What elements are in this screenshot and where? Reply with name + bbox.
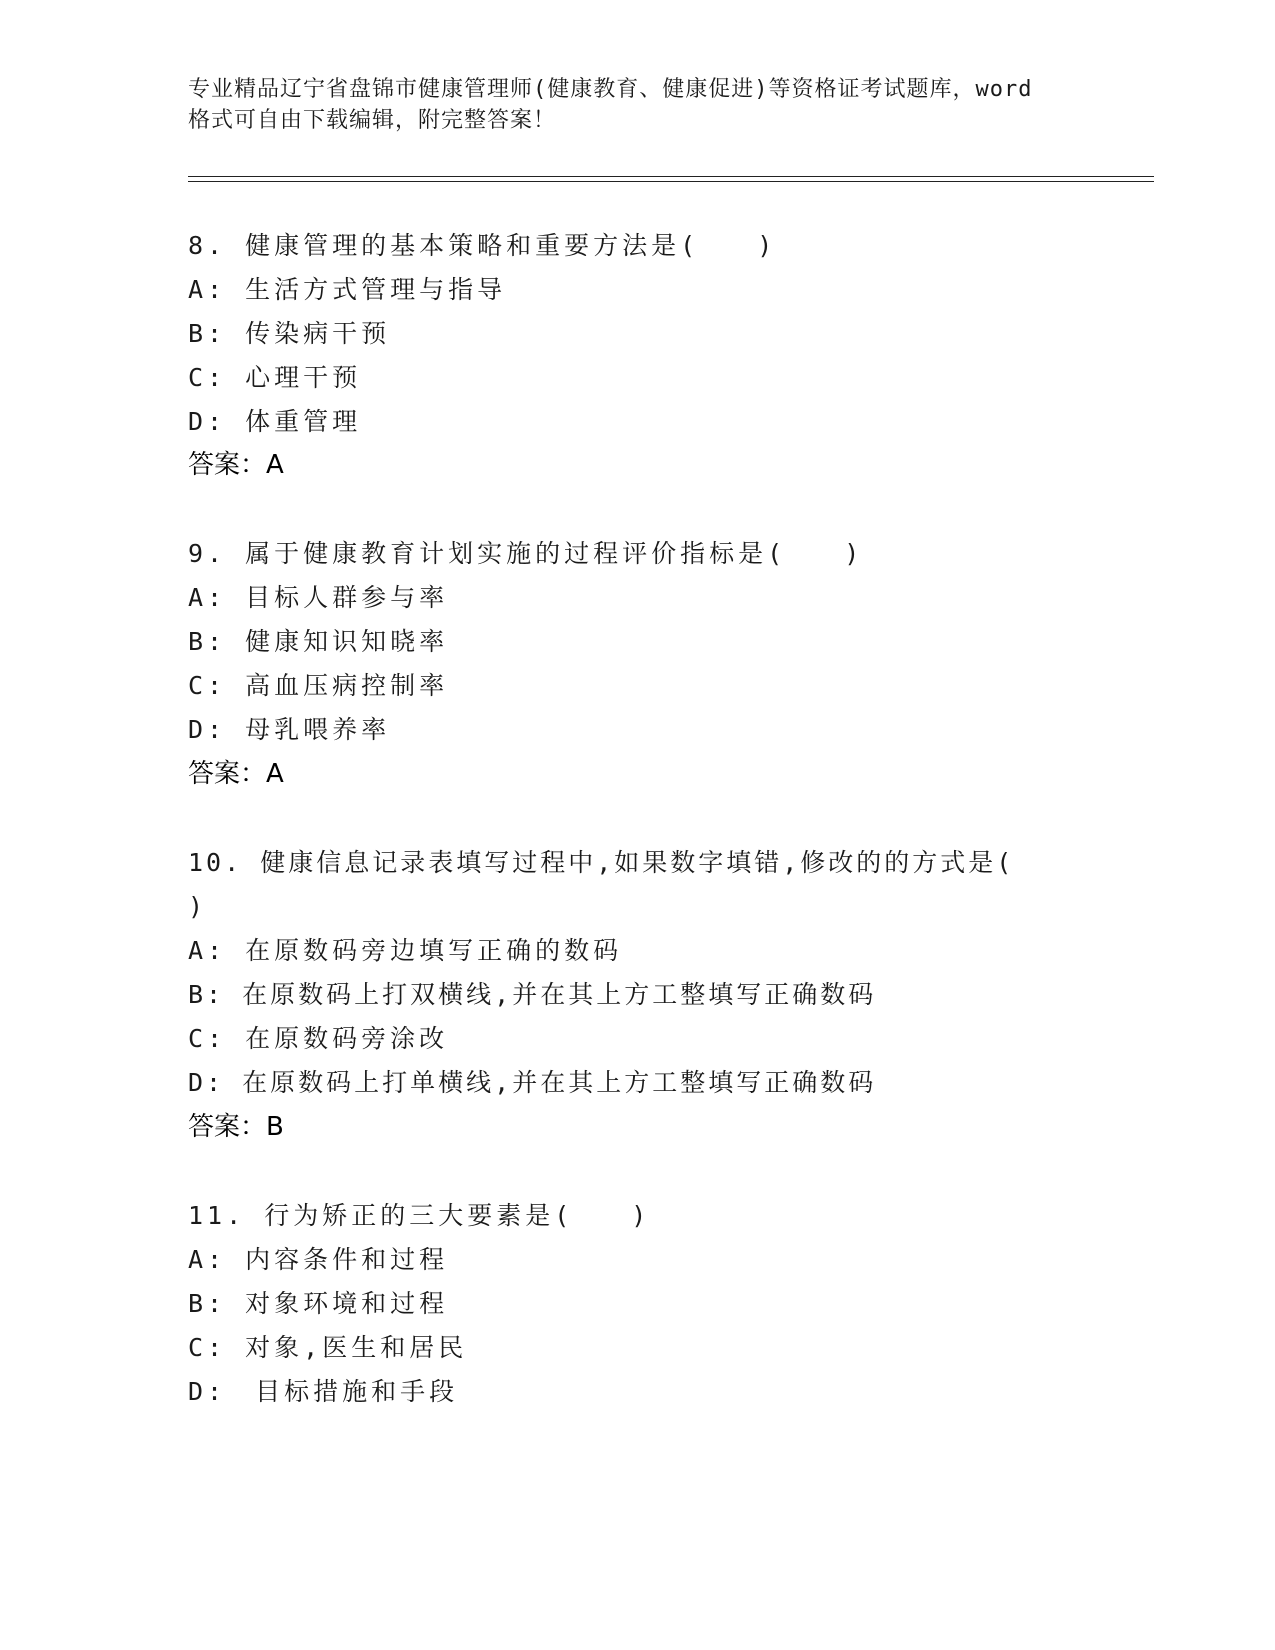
header-line-2: 格式可自由下载编辑，附完整答案！ (188, 108, 557, 133)
header-line-1: 专业精品辽宁省盘锦市健康管理师(健康教育、健康促进)等资格证考试题库，word (188, 77, 1033, 102)
answer-line: 答案：B (188, 1112, 284, 1142)
answer-line: 答案：A (188, 450, 284, 480)
answer-line: 答案：A (188, 759, 284, 789)
option-b: B: 健康知识知晓率 (188, 627, 449, 656)
option-d: D: 目标措施和手段 (188, 1377, 459, 1406)
option-c: C: 心理干预 (188, 363, 362, 392)
document-header (188, 74, 1108, 136)
header-rule-bottom (188, 181, 1154, 182)
question-stem-line-1: 10. 健康信息记录表填写过程中,如果数字填错,修改的的方式是( (188, 848, 1015, 877)
option-b: B: 传染病干预 (188, 319, 391, 348)
header-rule-top (188, 176, 1154, 177)
option-a: A: 目标人群参与率 (188, 583, 449, 612)
option-c: C: 在原数码旁涂改 (188, 1024, 449, 1053)
question-stem: 9. 属于健康教育计划实施的过程评价指标是( ) (188, 539, 864, 568)
option-d: D: 体重管理 (188, 407, 362, 436)
question-stem-line-2: ) (188, 892, 208, 921)
question-stem: 11. 行为矫正的三大要素是( ) (188, 1201, 651, 1230)
option-d: D: 在原数码上打单横线,并在其上方工整填写正确数码 (188, 1068, 877, 1097)
option-b: B: 在原数码上打双横线,并在其上方工整填写正确数码 (188, 980, 877, 1009)
option-b: B: 对象环境和过程 (188, 1289, 449, 1318)
option-c: C: 高血压病控制率 (188, 671, 449, 700)
option-c: C: 对象,医生和居民 (188, 1333, 468, 1362)
question-stem: 8. 健康管理的基本策略和重要方法是( ) (188, 231, 777, 260)
option-d: D: 母乳喂养率 (188, 715, 391, 744)
option-a: A: 在原数码旁边填写正确的数码 (188, 936, 623, 965)
option-a: A: 生活方式管理与指导 (188, 275, 507, 304)
option-a: A: 内容条件和过程 (188, 1245, 449, 1274)
